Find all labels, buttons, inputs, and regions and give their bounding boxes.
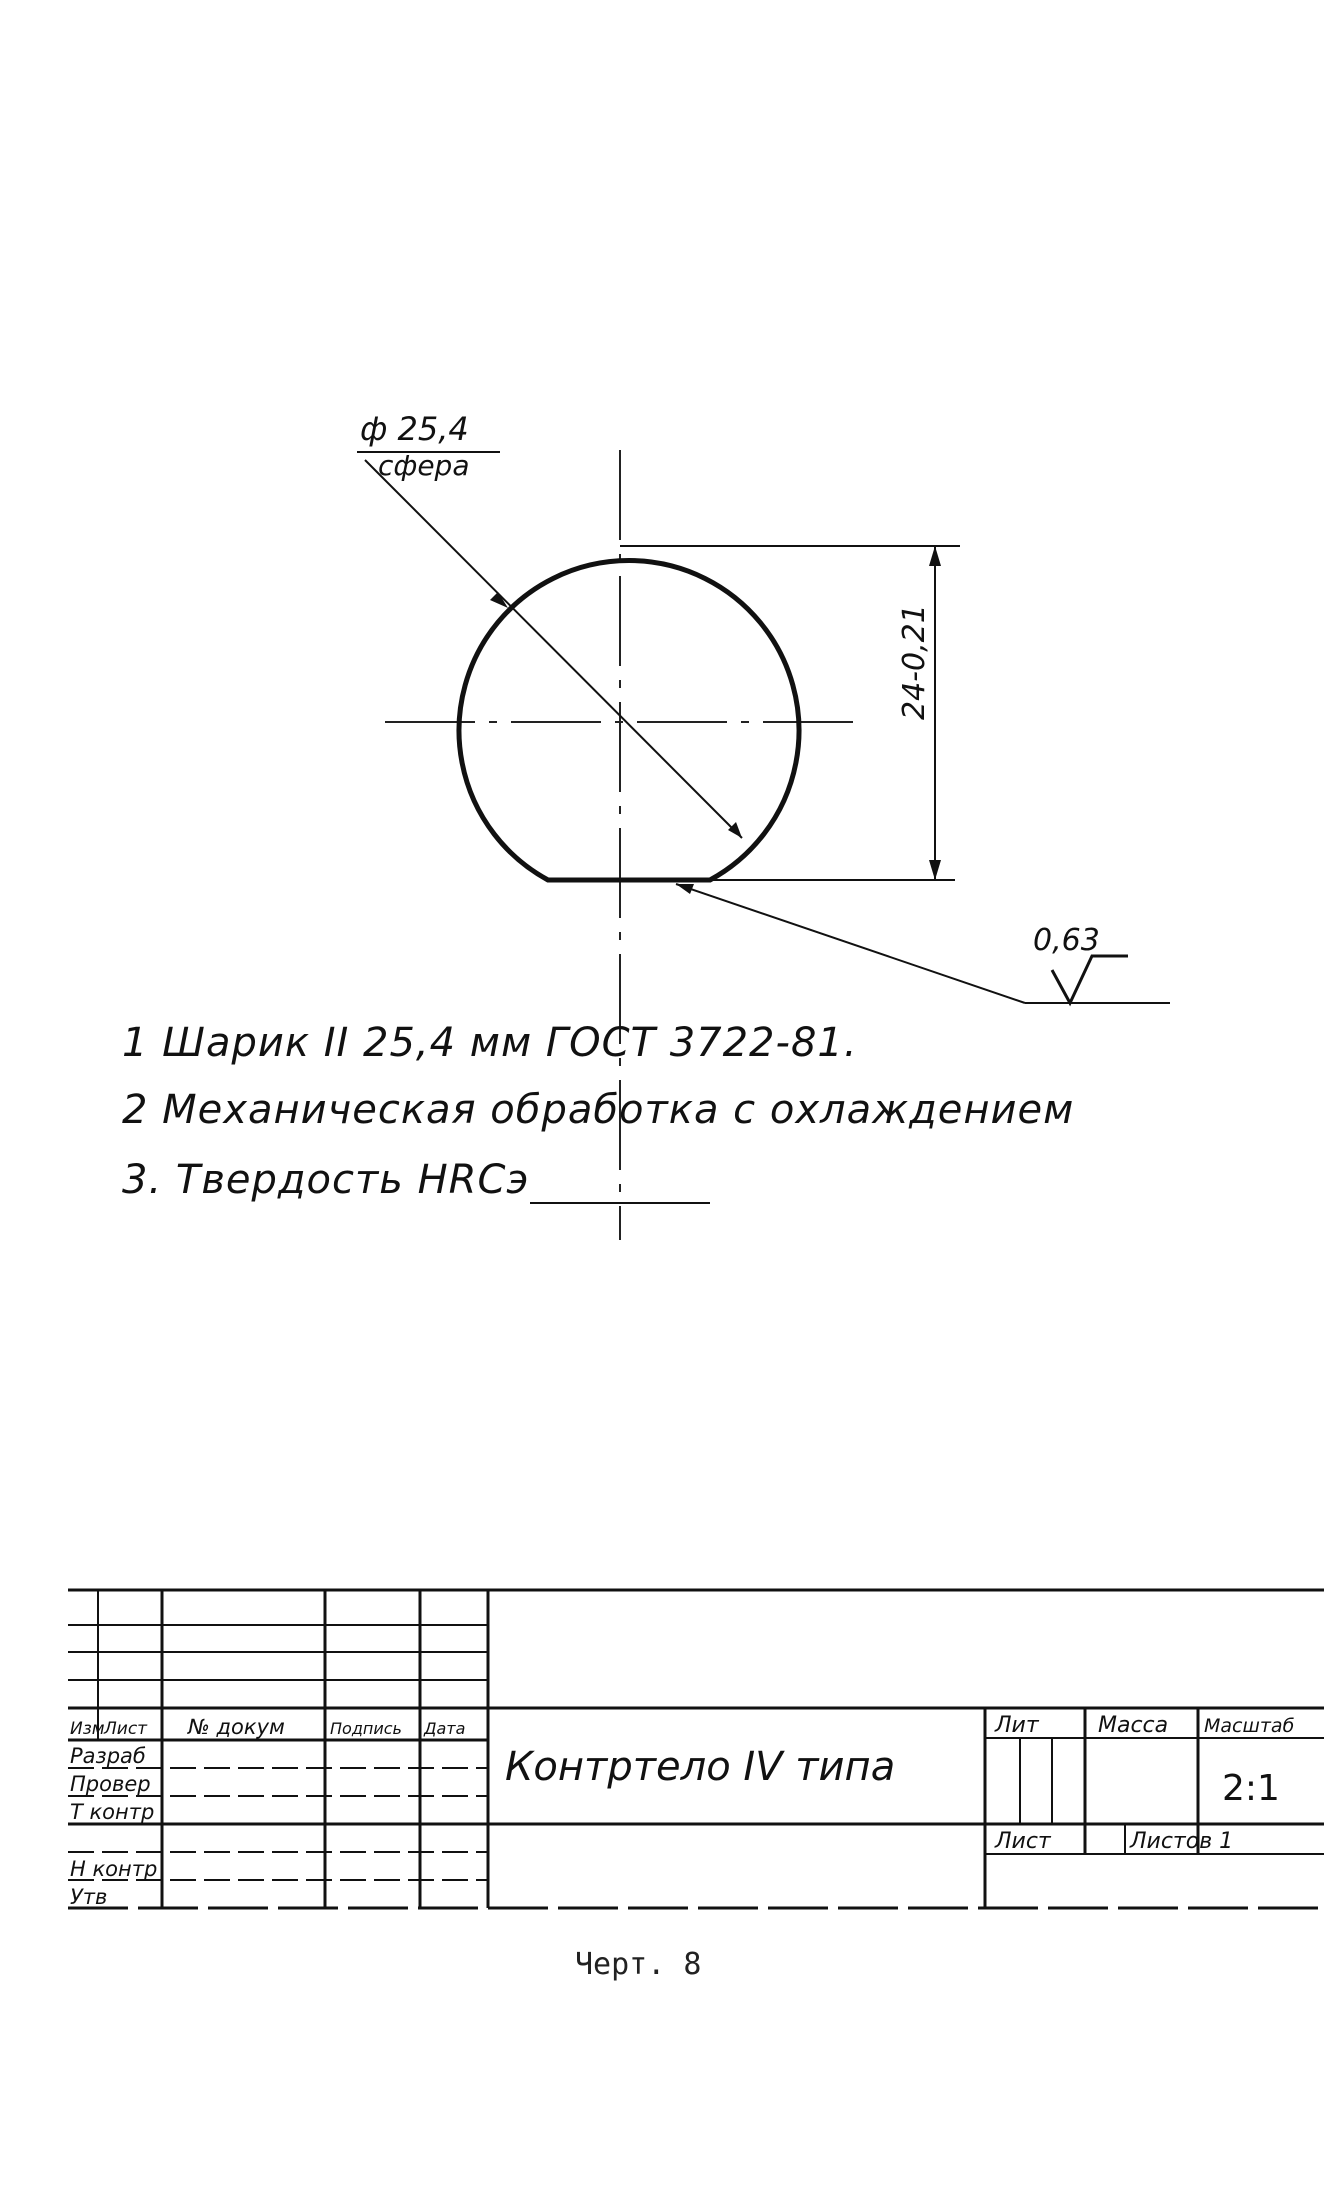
diameter-line [365,460,742,838]
height-arrow-bottom [929,860,941,880]
height-dimension-label: 24-0,21 [897,604,932,720]
roughness-leader [676,884,1025,1003]
header-doc: № докум [188,1715,285,1739]
scale-value: 2:1 [1222,1768,1280,1809]
mass-label: Масса [1098,1713,1169,1738]
note-1: 1 Шарик II 25,4 мм ГОСТ 3722-81. [122,1020,858,1066]
lit-label: Лит [995,1713,1039,1738]
header-date: Дата [424,1719,466,1738]
roughness-arrow [676,884,694,894]
sheets-label: Листов 1 [1130,1829,1234,1854]
hardness-blank-line [530,1202,710,1204]
role-check: Провер [70,1772,151,1796]
note-2: 2 Механическая обработка с охлаждением [122,1087,1075,1133]
drawing-title: Контртело IV типа [505,1744,896,1790]
figure-caption: Черт. 8 [575,1947,702,1982]
sphere-outline [459,561,799,880]
roughness-value: 0,63 [1033,923,1100,958]
header-sign: Подпись [330,1719,402,1738]
height-arrow-top [929,546,941,566]
header-list: Лист [104,1719,148,1739]
role-tcontrol: Т контр [70,1800,155,1824]
note-3: 3. Твердость HRCэ [122,1157,530,1203]
header-izm: Изм [70,1719,105,1739]
diameter-label: ф 25,4 [360,410,469,448]
sphere-label: сфера [378,449,470,482]
sheet-label: Лист [995,1829,1051,1854]
role-develop: Разраб [70,1744,146,1768]
diameter-arrow-2 [728,822,742,838]
scale-label: Масштаб [1204,1715,1295,1737]
roughness-symbol [1052,956,1128,1003]
role-approve: Утв [70,1885,108,1909]
role-ncontrol: Н контр [70,1857,158,1881]
